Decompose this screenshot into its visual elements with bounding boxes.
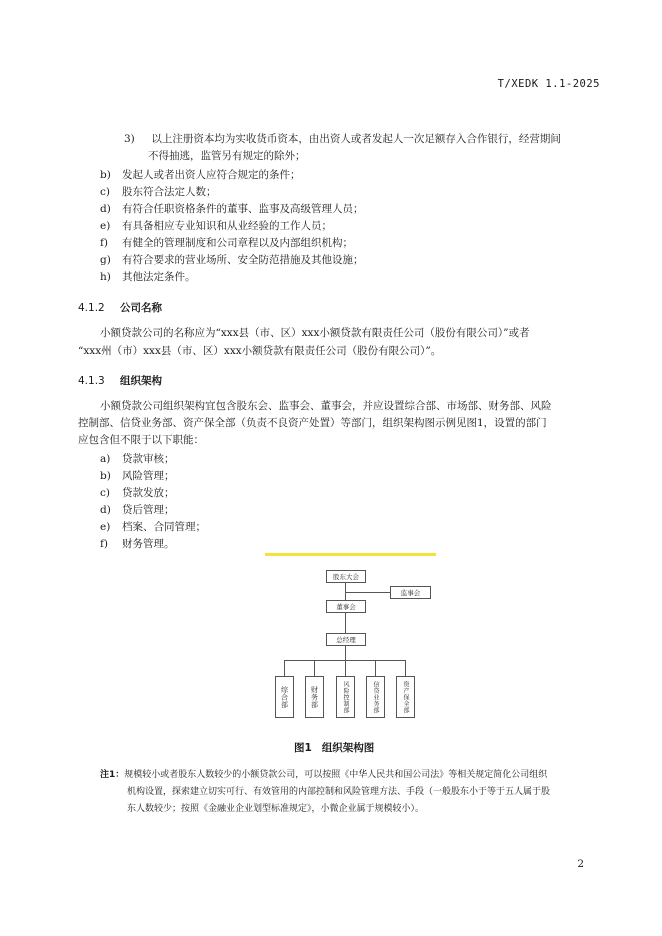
note-line1: 注1：规模较小或者股东人数较少的小额贷款公司，可以按照《中华人民共和国公司法》等相关规定简化公司组织 <box>100 770 548 780</box>
connector-line <box>284 660 285 676</box>
section-heading-412: 4.1.2 公司名称 <box>78 302 162 314</box>
list-item: e) 档案、合同管理； <box>100 521 206 533</box>
list-item: h) 其他法定条件。 <box>100 271 196 283</box>
section-413-line1: 小额贷款公司组织架构宜包含股东会、监事会、董事会，并应设置综合部、市场部、财务部、风险 <box>100 400 552 412</box>
list-item: c) 股东符合法定人数； <box>100 186 217 198</box>
list-item: f) 财务管理。 <box>100 538 175 550</box>
capital-item-line2: 不得抽逃，监管另有规定的除外； <box>148 150 306 162</box>
list-item: d) 有符合任职资格条件的董事、监事及高级管理人员； <box>100 203 364 215</box>
figure-caption: 图1 组织架构图 <box>294 742 375 754</box>
section-412-line2: “xxx州（市）xxx县（市、区）xxx小额贷款有限责任公司（股份有限公司）”。 <box>78 345 442 357</box>
list-item: b) 发起人或者出资人应符合规定的条件； <box>100 169 301 181</box>
section-heading-413: 4.1.3 组织架构 <box>78 375 162 387</box>
note-label: 注1： <box>100 770 125 780</box>
capital-item <box>124 131 561 148</box>
list-item: e) 有具备相应专业知识和从业经验的工作人员； <box>100 220 332 232</box>
connector-line <box>345 613 346 633</box>
connector-line <box>375 660 376 676</box>
general-manager-box: 总经理 <box>326 633 366 646</box>
connector-line <box>345 660 346 676</box>
list-item: f) 有健全的管理制度和公司章程以及内部组织机构； <box>100 237 353 249</box>
chart-accent-bar <box>265 553 436 556</box>
list-item: g) 有符合要求的营业场所、安全防范措施及其他设施； <box>100 254 364 266</box>
connector-line <box>405 660 406 676</box>
dept-box-finance: 财务部 <box>305 676 324 718</box>
conditions-list <box>100 167 364 286</box>
capital-item-line1: 以上注册资本均为实收货币资本，由出资人或者发起人一次足额存入合作银行，经营期间 <box>151 133 561 145</box>
section-413-line3: 应包含但不限于以下职能： <box>78 434 204 446</box>
shareholders-box: 股东大会 <box>326 570 366 583</box>
connector-line <box>314 660 315 676</box>
supervisors-box: 监事会 <box>390 586 431 599</box>
list-item: d) 贷后管理； <box>100 504 175 516</box>
dept-box-general: 综合部 <box>275 676 294 718</box>
note-line2: 机构设置，探索建立切实可行、有效管用的内部控制和风险管理方法、手段（一般股东小于等于五人属于股 <box>127 787 551 797</box>
connector-line <box>345 646 346 660</box>
section-413-line2: 控制部、信贷业务部、资产保全部（负责不良资产处置）等部门，组织架构图示例见图1，设置的部门 <box>78 417 547 429</box>
page-number: 2 <box>577 858 584 870</box>
standard-code: T/XEDK 1.1-2025 <box>497 78 600 90</box>
capital-item-label: 3) <box>124 133 135 145</box>
section-412-line1: 小额贷款公司的名称应为“xxx县（市、区）xxx小额贷款有限责任公司（股份有限公司）”或者 <box>100 327 530 339</box>
list-item: b) 风险管理； <box>100 470 175 482</box>
list-item: c) 贷款发放； <box>100 487 175 499</box>
dept-box-credit: 信贷业务部 <box>366 676 385 718</box>
connector-line <box>345 592 390 593</box>
board-box: 董事会 <box>326 600 366 613</box>
list-item: a) 贷款审核； <box>100 453 175 465</box>
functions-list <box>100 451 206 553</box>
dept-box-asset: 资产保全部 <box>396 676 415 718</box>
note-line3: 东人数较少；按照《金融业企业划型标准规定》，小微企业属于规模较小）。 <box>127 804 425 814</box>
dept-box-risk: 风险控制部 <box>336 676 355 718</box>
